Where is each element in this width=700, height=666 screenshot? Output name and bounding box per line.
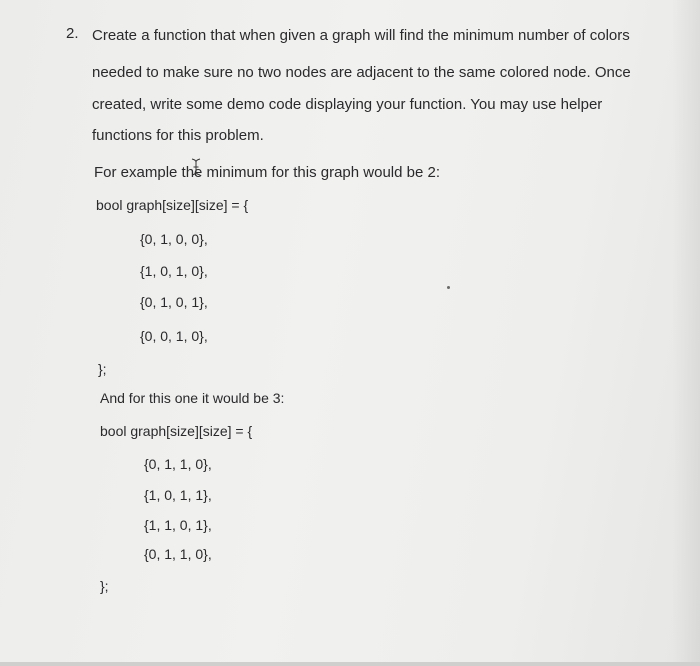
example2-row-2: {1, 0, 1, 1}, [144, 487, 212, 503]
text-cursor-icon [191, 158, 201, 176]
bottom-edge [0, 662, 700, 666]
question-line-2: needed to make sure no two nodes are adjacent to the same colored node. Once [92, 64, 631, 81]
example1-closing: }; [98, 361, 107, 377]
example2-row-3: {1, 1, 0, 1}, [144, 517, 212, 533]
question-line-3: created, write some demo code displaying your function. You may use helper [92, 96, 603, 113]
question-line-4: functions for this problem. [92, 127, 264, 144]
example1-row-2: {1, 0, 1, 0}, [140, 263, 208, 279]
example1-intro: For example the minimum for this graph would be 2: [94, 164, 440, 181]
dust-speck [447, 286, 450, 289]
question-line-1: Create a function that when given a graph will find the minimum number of colors [92, 27, 630, 44]
example2-declaration: bool graph[size][size] = { [100, 423, 253, 439]
example1-declaration: bool graph[size][size] = { [96, 197, 249, 213]
example1-row-1: {0, 1, 0, 0}, [140, 231, 208, 247]
example1-row-4: {0, 0, 1, 0}, [140, 328, 208, 344]
example2-closing: }; [100, 578, 109, 594]
example2-intro: And for this one it would be 3: [100, 390, 285, 406]
question-number: 2. [66, 25, 79, 42]
example1-row-3: {0, 1, 0, 1}, [140, 294, 208, 310]
example2-row-1: {0, 1, 1, 0}, [144, 456, 212, 472]
example2-row-4: {0, 1, 1, 0}, [144, 546, 212, 562]
